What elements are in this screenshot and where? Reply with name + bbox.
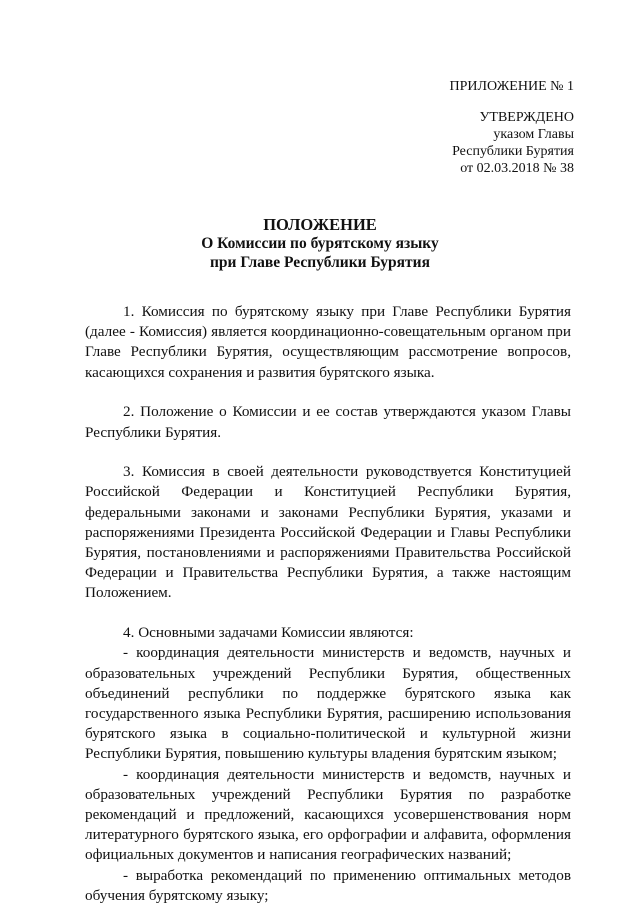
paragraph-3: 3. Комиссия в своей деятельности руководствуется Конституцией Российской Федерации и Конституцией Республики Бурятия, федеральными законами и законами Республики Бурятия, указами и распоряжениями Президента Российской Федерации и Главы Республики Бурятия, постановлениями и распоряжениями Правительства Российской Федерации и Правительства Республики Бурятия, а также настоящим Положением.	[85, 463, 571, 602]
paragraph-1: 1. Комиссия по бурятскому языку при Главе Республики Бурятия (далее - Комиссия) является координационно-совещательным органом при Главе Республики Бурятия, осуществляющим рассмотрение вопросов, касающихся сохранения и развития бурятского языка.	[85, 303, 571, 381]
task-item-2: - координация деятельности министерств и ведомств, научных и образовательных учреждений Республики Бурятия по разработке рекомендаций и предложений, касающихся усовершенствования норм литературного бурятского языка, его орфографии и алфавита, оформления официальных документов и написания географических названий;	[85, 765, 571, 864]
title-line-2: О Комиссии по бурятскому языку	[201, 235, 439, 252]
paragraph-4: 4. Основными задачами Комиссии являются:	[123, 624, 414, 642]
approval-line-4: от 02.03.2018 № 38	[460, 161, 574, 176]
task-item-3: - выработка рекомендаций по применению оптимальных методов обучения бурятскому языку;	[85, 866, 571, 904]
task-item-1: - координация деятельности министерств и ведомств, научных и образовательных учреждений Республики Бурятия, общественных объединений республики по поддержке бурятского языка как государственного языка Республики Бурятия, расширению использования бурятского языка в социально-политической и культурной жизни Республики Бурятия, повышению культуры владения бурятским языком;	[85, 644, 571, 763]
approval-line-3: Республики Бурятия	[452, 144, 574, 159]
approval-stamp	[452, 109, 574, 177]
title-main: ПОЛОЖЕНИЕ	[263, 215, 377, 234]
document-title	[0, 215, 640, 272]
title-line-3: при Главе Республики Бурятия	[209, 254, 430, 271]
approval-line-2: указом Главы	[493, 127, 574, 142]
approval-line-1: УТВЕРЖДЕНО	[479, 110, 574, 125]
document-body	[85, 302, 571, 906]
paragraph-2: 2. Положение о Комиссии и ее состав утверждаются указом Главы Республики Бурятия.	[85, 403, 571, 441]
annex-label: ПРИЛОЖЕНИЕ № 1	[449, 79, 574, 94]
